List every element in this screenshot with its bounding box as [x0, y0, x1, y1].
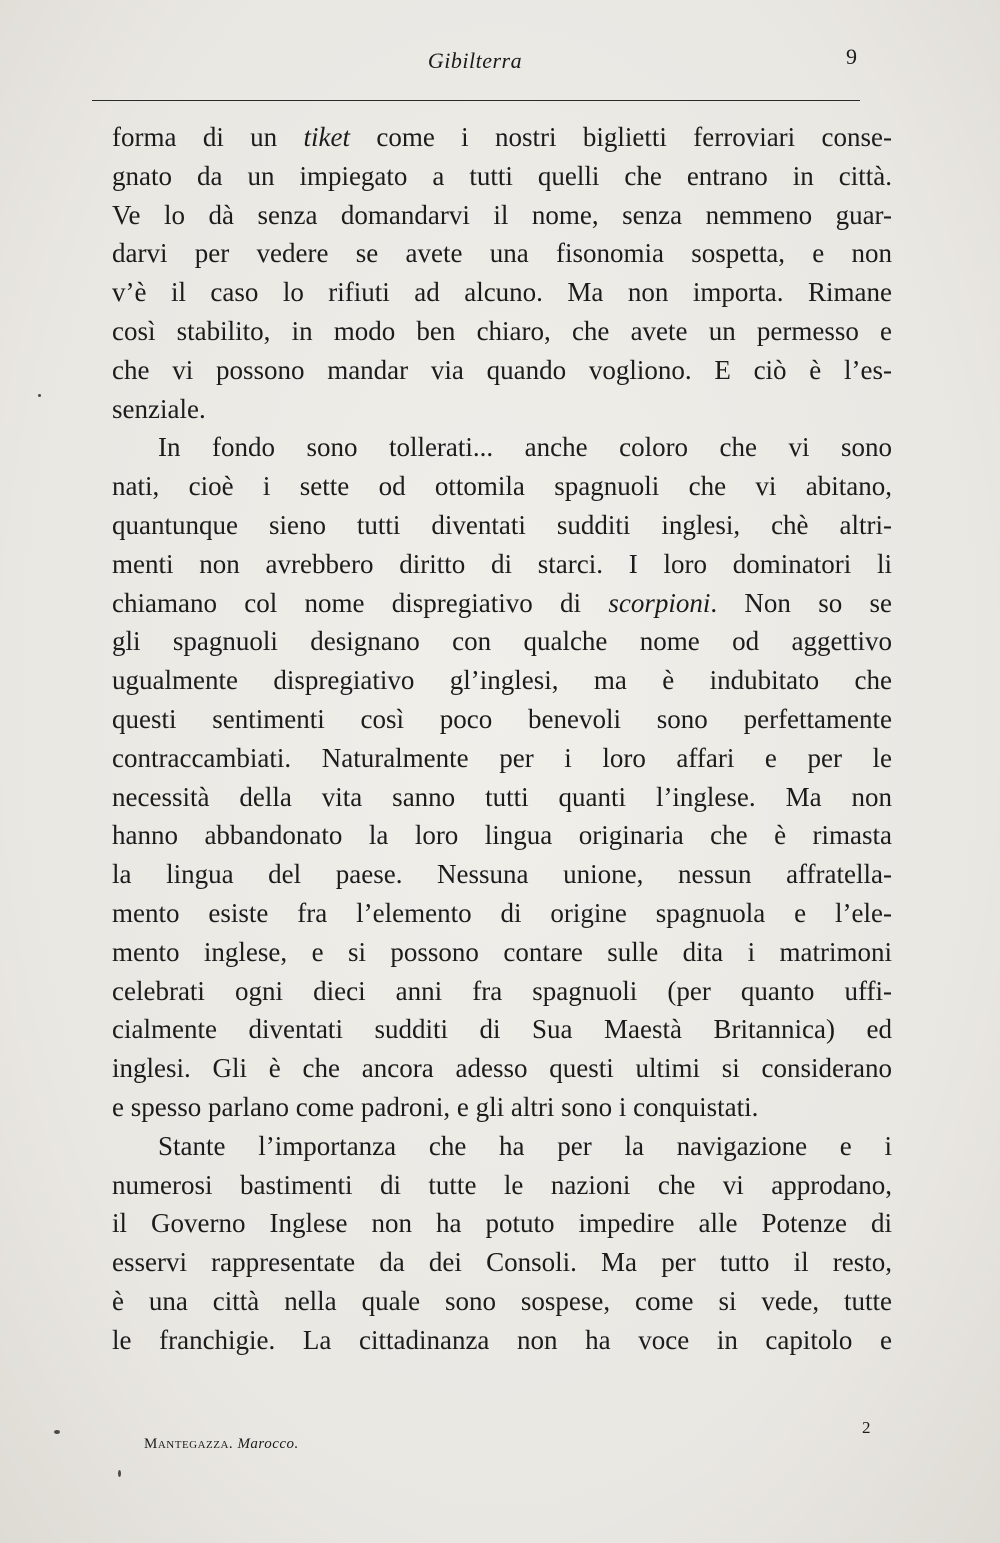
text-line: necessità della vita sanno tutti quanti l’inglese. Ma non — [112, 781, 892, 812]
signature-number: 2 — [862, 1418, 871, 1437]
page-footer — [0, 1418, 1000, 1478]
text-line: cialmente diventati sudditi di Sua Maestà Britannica) ed — [112, 1014, 892, 1045]
text-line: mento inglese, e si possono contare sulle dita i matrimoni — [112, 936, 892, 967]
text-line: questi sentimenti così poco benevoli sono perfettamente — [112, 703, 892, 734]
text-line: nati, cioè i sette od ottomila spagnuoli che vi abitano, — [112, 471, 892, 502]
text-line: contraccambiati. Naturalmente per i loro affari e per le — [112, 742, 892, 773]
text-line: quantunque sieno tutti diventati sudditi inglesi, chè altri- — [112, 509, 892, 540]
text-line: hanno abbandonato la loro lingua originaria che è rimasta — [112, 820, 892, 851]
running-head — [0, 44, 1000, 80]
text-line: esservi rappresentate da dei Consoli. Ma per tutto il resto, — [112, 1247, 892, 1278]
text-line: il Governo Inglese non ha potuto impedire alle Potenze di — [112, 1208, 892, 1239]
text-line: darvi per vedere se avete una fisonomia sospetta, e non — [112, 238, 892, 269]
signature-author: Mantegazza. — [144, 1436, 234, 1452]
text-line: celebrati ogni dieci anni fra spagnuoli (per quanto uffi- — [112, 975, 892, 1006]
text-line: la lingua del paese. Nessuna unione, nessun affratella- — [112, 859, 892, 890]
body-text — [112, 118, 892, 1360]
scan-speck — [118, 1470, 121, 1477]
text-line: senziale. — [112, 393, 206, 424]
text-line: così stabilito, in modo ben chiaro, che avete un permesso e — [112, 315, 892, 346]
text-line: menti non avrebbero diritto di starci. I loro dominatori li — [112, 548, 892, 579]
text-line: ugualmente dispregiativo gl’inglesi, ma è indubitato che — [112, 665, 892, 696]
page-number: 9 — [846, 44, 857, 69]
text-line: e spesso parlano come padroni, e gli altri sono i conquistati. — [112, 1091, 759, 1122]
text-line: le franchigie. La cittadinanza non ha voce in capitolo e — [112, 1324, 892, 1355]
scan-speck — [54, 1430, 60, 1434]
scan-speck — [38, 394, 41, 397]
text-line: è una città nella quale sono sospese, come si vede, tutte — [112, 1285, 892, 1316]
header-rule — [92, 100, 860, 101]
text-line: numerosi bastimenti di tutte le nazioni che vi approdano, — [112, 1169, 892, 1200]
running-title: Gibilterra — [427, 48, 523, 73]
text-line: Ve lo dà senza domandarvi il nome, senza nemmeno guar- — [112, 199, 892, 230]
text-line: inglesi. Gli è che ancora adesso questi ultimi si considerano — [112, 1053, 892, 1084]
text-line: forma di un tiket come i nostri biglietti ferroviari conse- — [112, 122, 892, 152]
text-line: chiamano col nome dispregiativo di scorpioni. Non so se — [112, 587, 892, 618]
signature-book-title: Marocco. — [237, 1436, 299, 1452]
text-line: gli spagnuoli designano con qualche nome od aggettivo — [112, 626, 892, 657]
text-line: gnato da un impiegato a tutti quelli che entrano in città. — [112, 160, 892, 191]
text-line: In fondo sono tollerati... anche coloro che vi sono — [158, 432, 892, 463]
printer-signature — [144, 1436, 299, 1453]
text-line: Stante l’importanza che ha per la navigazione e i — [158, 1130, 892, 1161]
text-line: che vi possono mandar via quando vogliono. E ciò è l’es- — [112, 354, 892, 385]
text-line: mento esiste fra l’elemento di origine spagnuola e l’ele- — [112, 897, 892, 928]
text-line: v’è il caso lo rifiuti ad alcuno. Ma non importa. Rimane — [112, 277, 892, 308]
